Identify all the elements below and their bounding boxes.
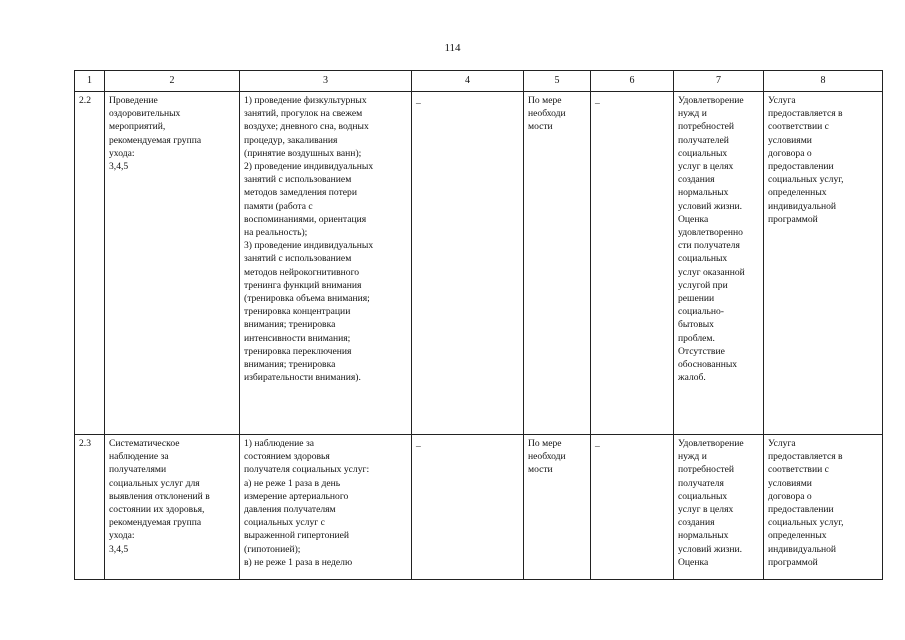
page-number: 114 (444, 42, 461, 54)
header-col-4: 4 (412, 71, 524, 92)
col-6-cell: _ (591, 435, 674, 580)
header-col-3: 3 (240, 71, 412, 92)
service-content: 1) наблюдение за состоянием здоровья получателя социальных услуг: а) не реже 1 раза в день измерение артериального давления получателям социальных услуг с выраженной гипертонией (гипотонией); в) не реже 1 раза в неделю (240, 435, 412, 580)
row-number: 2.2 (75, 92, 105, 435)
quality-indicators-cell: Удовлетворение нужд и потребностей получателей социальных услуг в целях создания нормальных условий жизни. Оценка удовлетворенно сти получателя социальных услуг оказанной услугой при решении социально- бытовых проблем. Отсутствие обоснованных жалоб. (674, 92, 764, 435)
quality-indicators-cell: Удовлетворение нужд и потребностей получателя социальных услуг в целях создания нормальных условий жизни. Оценка (674, 435, 764, 580)
table-row (75, 435, 883, 580)
periodicity-cell: По мере необходи мости (524, 92, 591, 435)
col-4-cell: _ (412, 92, 524, 435)
services-table (74, 70, 883, 580)
header-col-5: 5 (524, 71, 591, 92)
service-name: Систематическое наблюдение за получателями социальных услуг для выявления отклонений в состоянии их здоровья, рекомендуемая группа ухода: 3,4,5 (105, 435, 240, 580)
row-number: 2.3 (75, 435, 105, 580)
periodicity-cell: По мере необходи мости (524, 435, 591, 580)
col-4-cell: _ (412, 435, 524, 580)
conditions-cell: Услуга предоставляется в соответствии с условиями договора о предоставлении социальных услуг, определенных индивидуальной программой (764, 92, 883, 435)
table-row (75, 92, 883, 435)
header-col-1: 1 (75, 71, 105, 92)
header-col-2: 2 (105, 71, 240, 92)
header-col-7: 7 (674, 71, 764, 92)
header-col-6: 6 (591, 71, 674, 92)
service-name: Проведение оздоровительных мероприятий, рекомендуемая группа ухода: 3,4,5 (105, 92, 240, 435)
header-row (75, 71, 883, 92)
service-content: 1) проведение физкультурных занятий, прогулок на свежем воздухе; дневного сна, водных процедур, закаливания (принятие воздушных ванн); 2) проведение индивидуальных занятий с использованием методов замедления потери памяти (работа с воспоминаниями, ориентация на реальность); 3) проведение индивидуальных занятий с использованием методов нейрокогнитивного тренинга функций внимания (тренировка объема внимания; тренировка концентрации внимания; тренировка интенсивности внимания; тренировка переключения внимания; тренировка избирательности внимания). (240, 92, 412, 435)
conditions-cell: Услуга предоставляется в соответствии с условиями договора о предоставлении социальных услуг, определенных индивидуальной программой (764, 435, 883, 580)
header-col-8: 8 (764, 71, 883, 92)
col-6-cell: _ (591, 92, 674, 435)
